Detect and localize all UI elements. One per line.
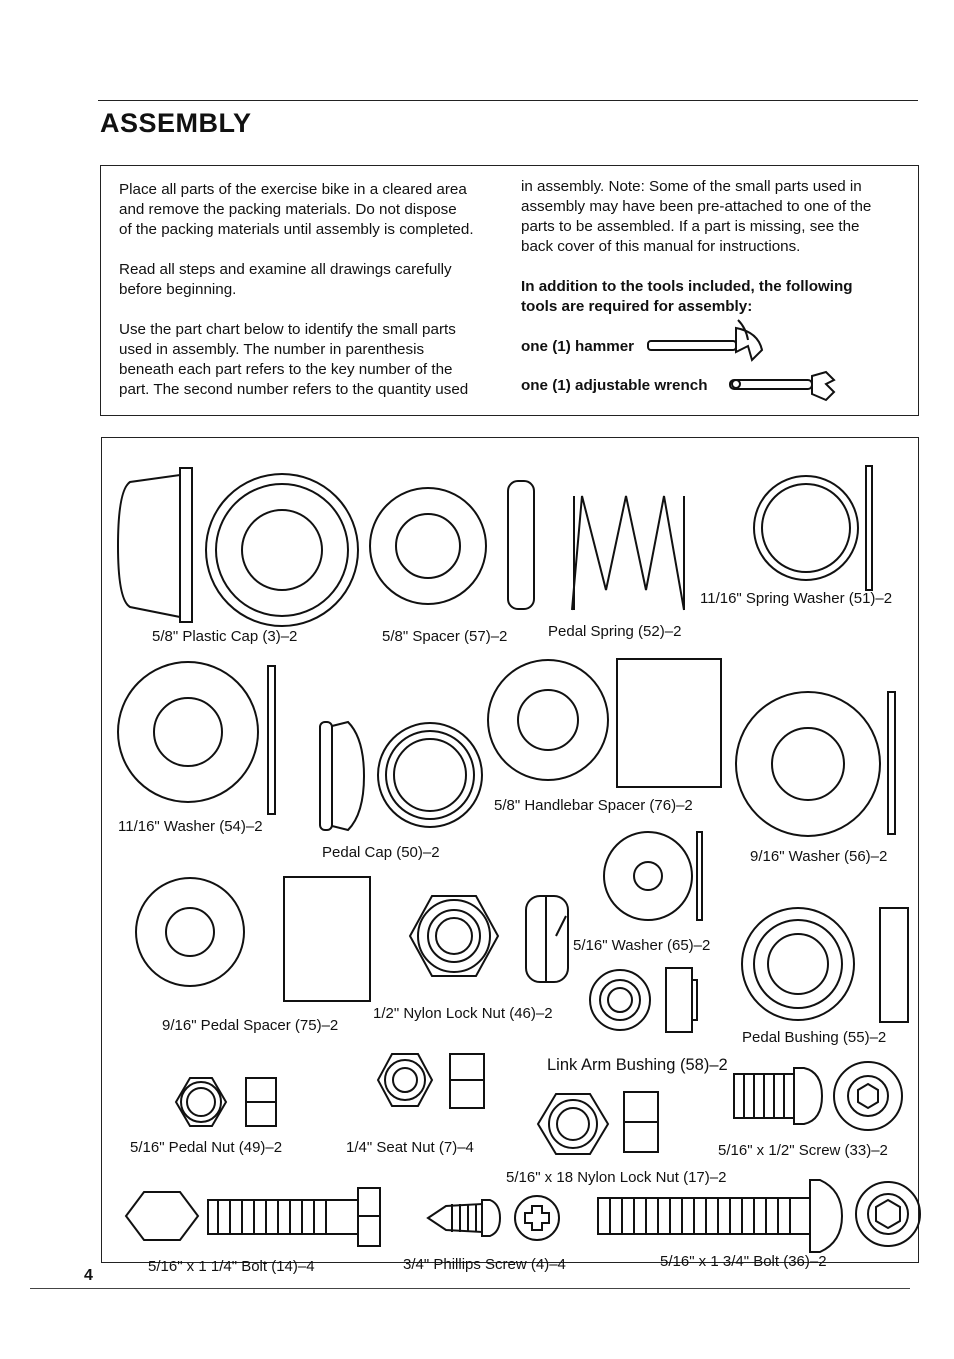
- washer-54-icon: [118, 662, 275, 814]
- label-bolt-36: 5/16" x 1 3/4" Bolt (36)–2: [660, 1253, 827, 1270]
- washer-65-icon: [604, 832, 702, 920]
- page-number: 4: [84, 1267, 93, 1284]
- label-pedal-cap: Pedal Cap (50)–2: [322, 844, 440, 861]
- pedal-cap-icon: [320, 722, 482, 830]
- pedal-nut-icon: [176, 1078, 276, 1126]
- tools-intro: In addition to the tools included, the following tools are required for assembly:: [521, 278, 853, 315]
- label-washer-54: 11/16" Washer (54)–2: [118, 818, 263, 835]
- hammer-icon: [648, 320, 762, 360]
- bolt-36-icon: [598, 1180, 920, 1252]
- tool-hammer-label: one (1) hammer: [521, 338, 635, 355]
- plastic-cap-icon: [118, 468, 358, 626]
- screw-33-icon: [734, 1062, 902, 1130]
- label-pedal-bushing: Pedal Bushing (55)–2: [742, 1029, 887, 1046]
- page-title: ASSEMBLY: [100, 108, 252, 138]
- pedal-bushing-icon: [742, 908, 908, 1022]
- bolt-14-icon: [126, 1188, 380, 1246]
- spacer-icon: [370, 481, 534, 609]
- label-spring-washer: 11/16" Spring Washer (51)–2: [700, 590, 893, 607]
- intro-paragraph-2: Read all steps and examine all drawings carefully before beginning.: [119, 261, 452, 298]
- footer-rule: [30, 1288, 910, 1289]
- label-pedal-spacer: 9/16" Pedal Spacer (75)–2: [162, 1017, 339, 1034]
- intro-paragraph-4: in assembly. Note: Some of the small parts used in assembly may have been pre-attached to one of the parts to be assembled. If a part is missing, see the back cover of this manual for instructions.: [521, 178, 872, 255]
- phillips-screw-icon: [428, 1196, 559, 1240]
- spring-washer-icon: [754, 466, 872, 590]
- spring-icon: [572, 496, 684, 610]
- label-bolt-14: 5/16" x 1 1/4" Bolt (14)–4: [148, 1258, 315, 1275]
- intro-paragraph-3: Use the part chart below to identify the small parts used in assembly. The number in parenthesis beneath each part refers to the key number of the part. The second number refers to the quantity used: [119, 321, 469, 398]
- label-pedal-spring: Pedal Spring (52)–2: [548, 623, 682, 640]
- intro-paragraph-1: Place all parts of the exercise bike in a cleared area and remove the packing materials. Do not dispose of the packing materials until assembly is completed.: [119, 181, 474, 238]
- nylon-lock-nut-46-icon: [410, 896, 568, 982]
- seat-nut-icon: [378, 1054, 484, 1108]
- label-nylon-lock-nut-17: 5/16" x 18 Nylon Lock Nut (17)–2: [506, 1169, 727, 1186]
- handlebar-spacer-icon: [488, 659, 721, 787]
- label-spacer: 5/8" Spacer (57)–2: [382, 628, 508, 645]
- label-handlebar-spacer: 5/8" Handlebar Spacer (76)–2: [494, 797, 693, 814]
- label-phillips-screw: 3/4" Phillips Screw (4)–4: [403, 1256, 566, 1273]
- tool-wrench-label: one (1) adjustable wrench: [521, 377, 708, 394]
- label-nylon-lock-nut-46: 1/2" Nylon Lock Nut (46)–2: [373, 1005, 553, 1022]
- label-seat-nut: 1/4" Seat Nut (7)–4: [346, 1139, 474, 1156]
- washer-56-icon: [736, 692, 895, 836]
- label-pedal-nut: 5/16" Pedal Nut (49)–2: [130, 1139, 283, 1156]
- label-washer-56: 9/16" Washer (56)–2: [750, 848, 888, 865]
- label-link-arm-bushing: Link Arm Bushing (58)–2: [547, 1056, 728, 1074]
- link-arm-bushing-icon: [590, 968, 697, 1032]
- nylon-lock-nut-17-icon: [538, 1092, 658, 1154]
- label-washer-65: 5/16" Washer (65)–2: [573, 937, 711, 954]
- label-screw-33: 5/16" x 1/2" Screw (33)–2: [718, 1142, 888, 1159]
- pedal-spacer-icon: [136, 877, 370, 1001]
- wrench-icon: [730, 372, 834, 400]
- label-plastic-cap: 5/8" Plastic Cap (3)–2: [152, 628, 298, 645]
